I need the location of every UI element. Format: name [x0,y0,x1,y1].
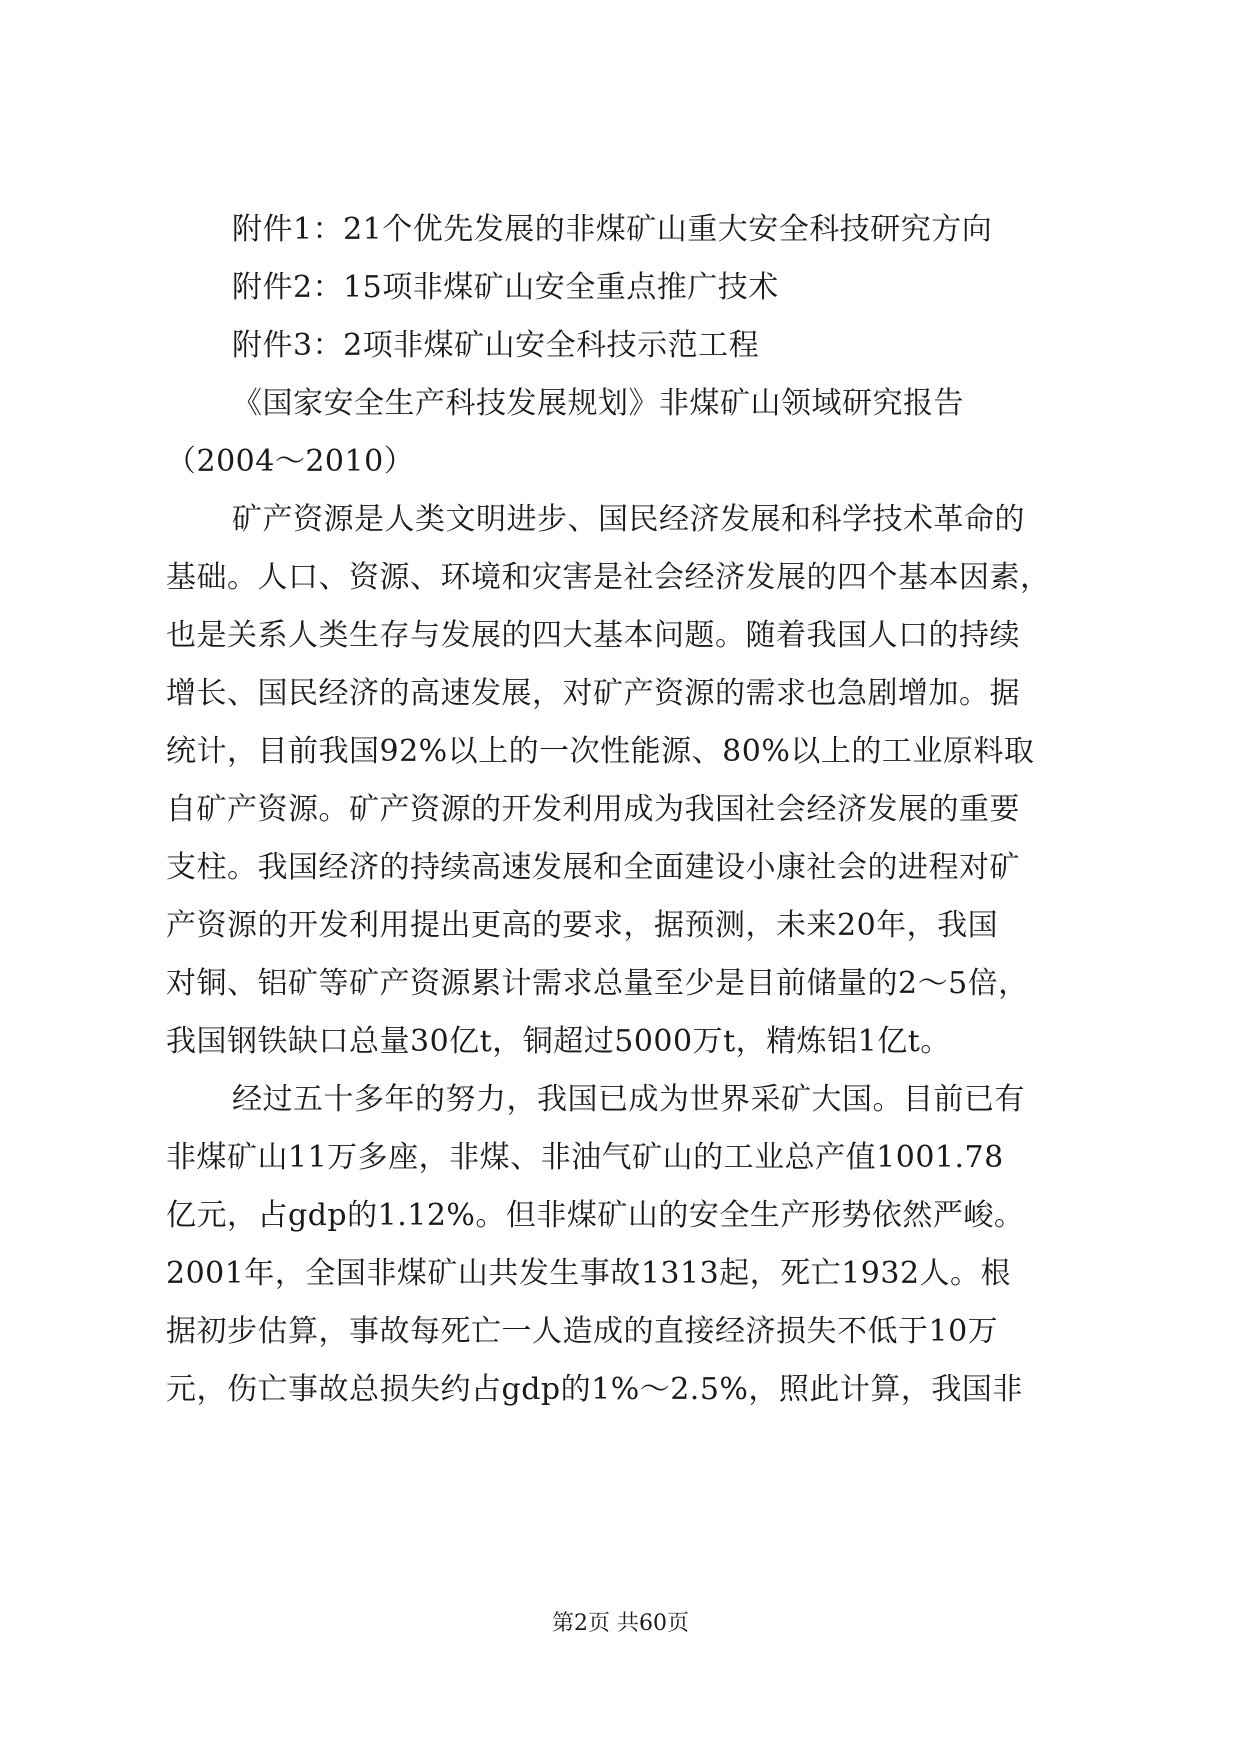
attachment-2: 附件2：15项非煤矿山安全重点推广技术 [232,270,779,305]
attachment-1: 附件1：21个优先发展的非煤矿山重大安全科技研究方向 [232,212,993,247]
paragraph-line: 亿元，占gdp的1.12%。但非煤矿山的安全生产形势依然严峻。 [166,1198,1025,1233]
paragraph-line: 对铜、铝矿等矿产资源累计需求总量至少是目前储量的2～5倍， [166,966,1029,1001]
paragraph-line: 元，伤亡事故总损失约占gdp的1%～2.5%，照此计算，我国非 [166,1372,1023,1407]
paragraph-line: 自矿产资源。矿产资源的开发利用成为我国社会经济发展的重要 [166,792,1020,827]
paragraph-line: 支柱。我国经济的持续高速发展和全面建设小康社会的进程对矿 [166,850,1020,885]
paragraph-line: 经过五十多年的努力，我国已成为世界采矿大国。目前已有 [232,1082,1025,1117]
page-footer: 第2页 共60页 [552,1611,689,1636]
paragraph-line: 非煤矿山11万多座，非煤、非油气矿山的工业总产值1001.78 [166,1140,1004,1175]
attachment-3: 附件3：2项非煤矿山安全科技示范工程 [232,328,760,363]
paragraph-line: 基础。人口、资源、环境和灾害是社会经济发展的四个基本因素， [166,560,1051,595]
paragraph-line: 统计，目前我国92%以上的一次性能源、80%以上的工业原料取 [166,734,1035,769]
paragraph-line: 增长、国民经济的高速发展，对矿产资源的需求也急剧增加。据 [166,676,1020,711]
paragraph-line: 产资源的开发利用提出更高的要求，据预测，未来20年，我国 [166,908,999,943]
paragraph-line: 据初步估算，事故每死亡一人造成的直接经济损失不低于10万 [166,1314,999,1349]
paragraph-line: 2001年，全国非煤矿山共发生事故1313起，死亡1932人。根 [166,1256,1012,1291]
report-title-line-1: 《国家安全生产科技发展规划》非煤矿山领域研究报告 [232,386,964,421]
paragraph-line: 也是关系人类生存与发展的四大基本问题。随着我国人口的持续 [166,618,1020,653]
report-title-line-2: （2004～2010） [166,444,415,479]
paragraph-line: 矿产资源是人类文明进步、国民经济发展和科学技术革命的 [232,502,1025,537]
paragraph-line: 我国钢铁缺口总量30亿t，铜超过5000万t，精炼铝1亿t。 [166,1024,951,1059]
